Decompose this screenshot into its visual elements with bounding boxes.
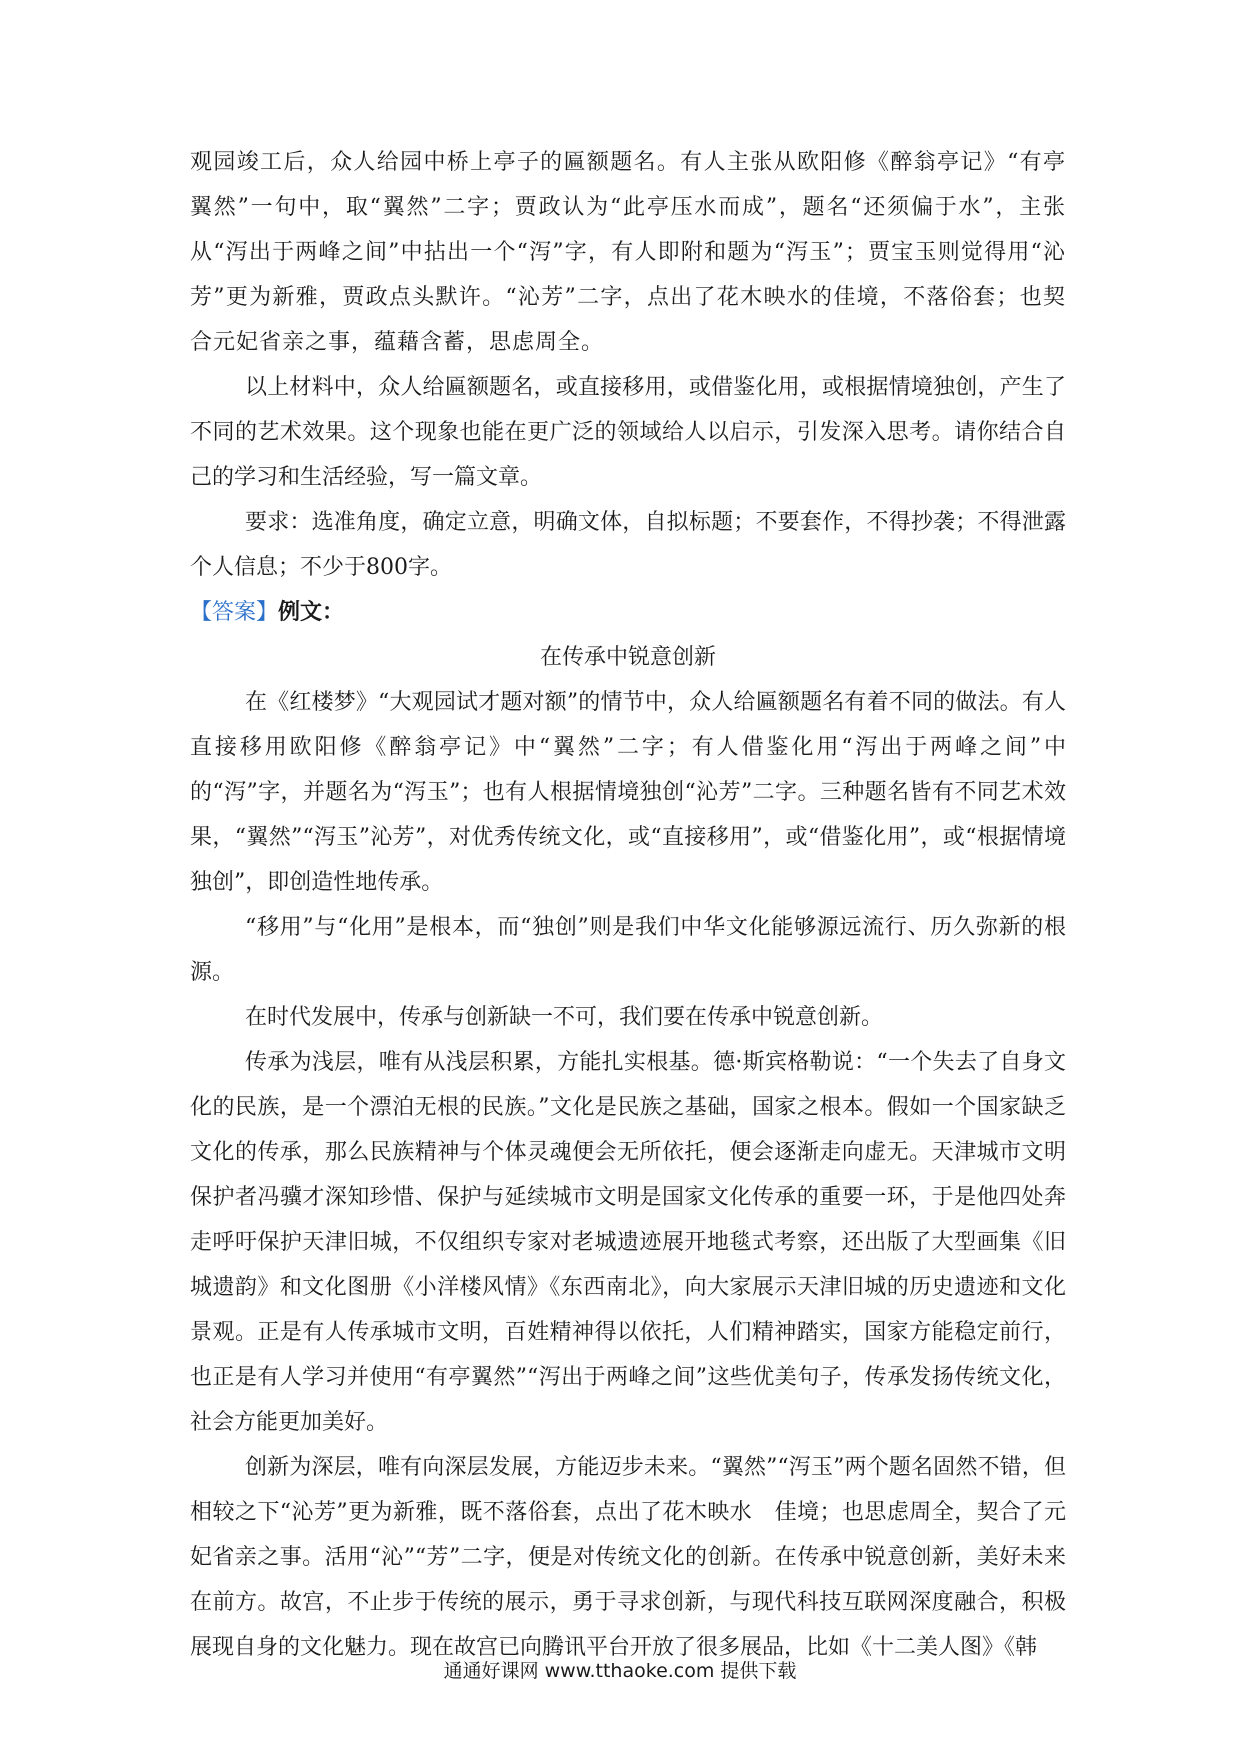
essay-paragraph: “移用”与“化用”是根本，而“独创”则是我们中华文化能够源远流行、历久弥新的根源。 — [190, 915, 1066, 985]
essay-paragraph: 在《红楼梦》“大观园试才题对额”的情节中，众人给匾额题名有着不同的做法。有人直接移用欧阳修《醉翁亭记》中“翼然”二字；有人借鉴化用“泻出于两峰之间”中的“泻”字，并题名为“泻玉”；也有人根据情境独创“沁芳”二字。三种题名皆有不同艺术效果，“翼然”“泻玉”沁芳”，对优秀传统文化，或“直接移用”，或“借鉴化用”，或“根据情境独创”，即创造性地传承。 — [190, 690, 1066, 895]
prompt-task: 以上材料中，众人给匾额题名，或直接移用，或借鉴化用，或根据情境独创，产生了不同的艺术效果。这个现象也能在更广泛的领域给人以启示，引发深入思考。请你结合自己的学习和生活经验，写一篇文章。 — [190, 375, 1066, 490]
download-footer: 通通好课网 www.tthaoke.com 提供下载 — [443, 1660, 797, 1682]
essay-paragraph: 创新为深层，唯有向深层发展，方能迈步未来。“翼然”“泻玉”两个题名固然不错，但相较之下“沁芳”更为新雅，既不落俗套，点出了花木映水 佳境；也思虑周全，契合了元妃省亲之事。活用“沁”“芳”二字，便是对传统文化的创新。在传承中锐意创新，美好未来在前方。故宫，不止步于传统的展示，勇于寻求创新，与现代科技互联网深度融合，积极展现自身的文化魅力。现在故宫已向腾讯平台开放了很多展品，比如《十二美人图》《韩 — [190, 1455, 1066, 1660]
essay-paragraph: 在时代发展中，传承与创新缺一不可，我们要在传承中锐意创新。 — [245, 1005, 884, 1030]
answer-heading — [190, 590, 1066, 635]
sample-essay-label: 例文： — [278, 600, 345, 625]
essay-paragraph: 传承为浅层，唯有从浅层积累，方能扎实根基。德·斯宾格勒说：“一个失去了自身文化的民族，是一个漂泊无根的民族。”文化是民族之基础，国家之根本。假如一个国家缺乏文化的传承，那么民族精神与个体灵魂便会无所依托，便会逐渐走向虚无。天津城市文明保护者冯骥才深知珍惜、保护与延续城市文明是国家文化传承的重要一环，于是他四处奔走呼吁保护天津旧城，不仅组织专家对老城遗迹展开地毯式考察，还出版了大型画集《旧城遗韵》和文化图册《小洋楼风情》《东西南北》，向大家展示天津旧城的历史遗迹和文化景观。正是有人传承城市文明，百姓精神得以依托，人们精神踏实，国家方能稳定前行，也正是有人学习并使用“有亭翼然”“泻出于两峰之间”这些优美句子，传承发扬传统文化，社会方能更加美好。 — [190, 1050, 1066, 1435]
prompt-requirements: 要求：选准角度，确定立意，明确文体，自拟标题；不要套作，不得抄袭；不得泄露个人信息；不少于800字。 — [190, 510, 1066, 580]
essay-title: 在传承中锐意创新 — [539, 645, 716, 670]
prompt-material: 观园竣工后，众人给园中桥上亭子的匾额题名。有人主张从欧阳修《醉翁亭记》“有亭翼然”一句中，取“翼然”二字；贾政认为“此亭压水而成”，题名“还须偏于水”，主张从“泻出于两峰之间”中拈出一个“泻”字，有人即附和题为“泻玉”；贾宝玉则觉得用“沁芳”更为新雅，贾政点头默许。“沁芳”二字，点出了花木映水的佳境，不落俗套；也契合元妃省亲之事，蕴藉含蓄，思虑周全。 — [190, 150, 1066, 355]
answer-tag: 【答案】 — [190, 600, 279, 625]
document-content — [190, 140, 1066, 1670]
